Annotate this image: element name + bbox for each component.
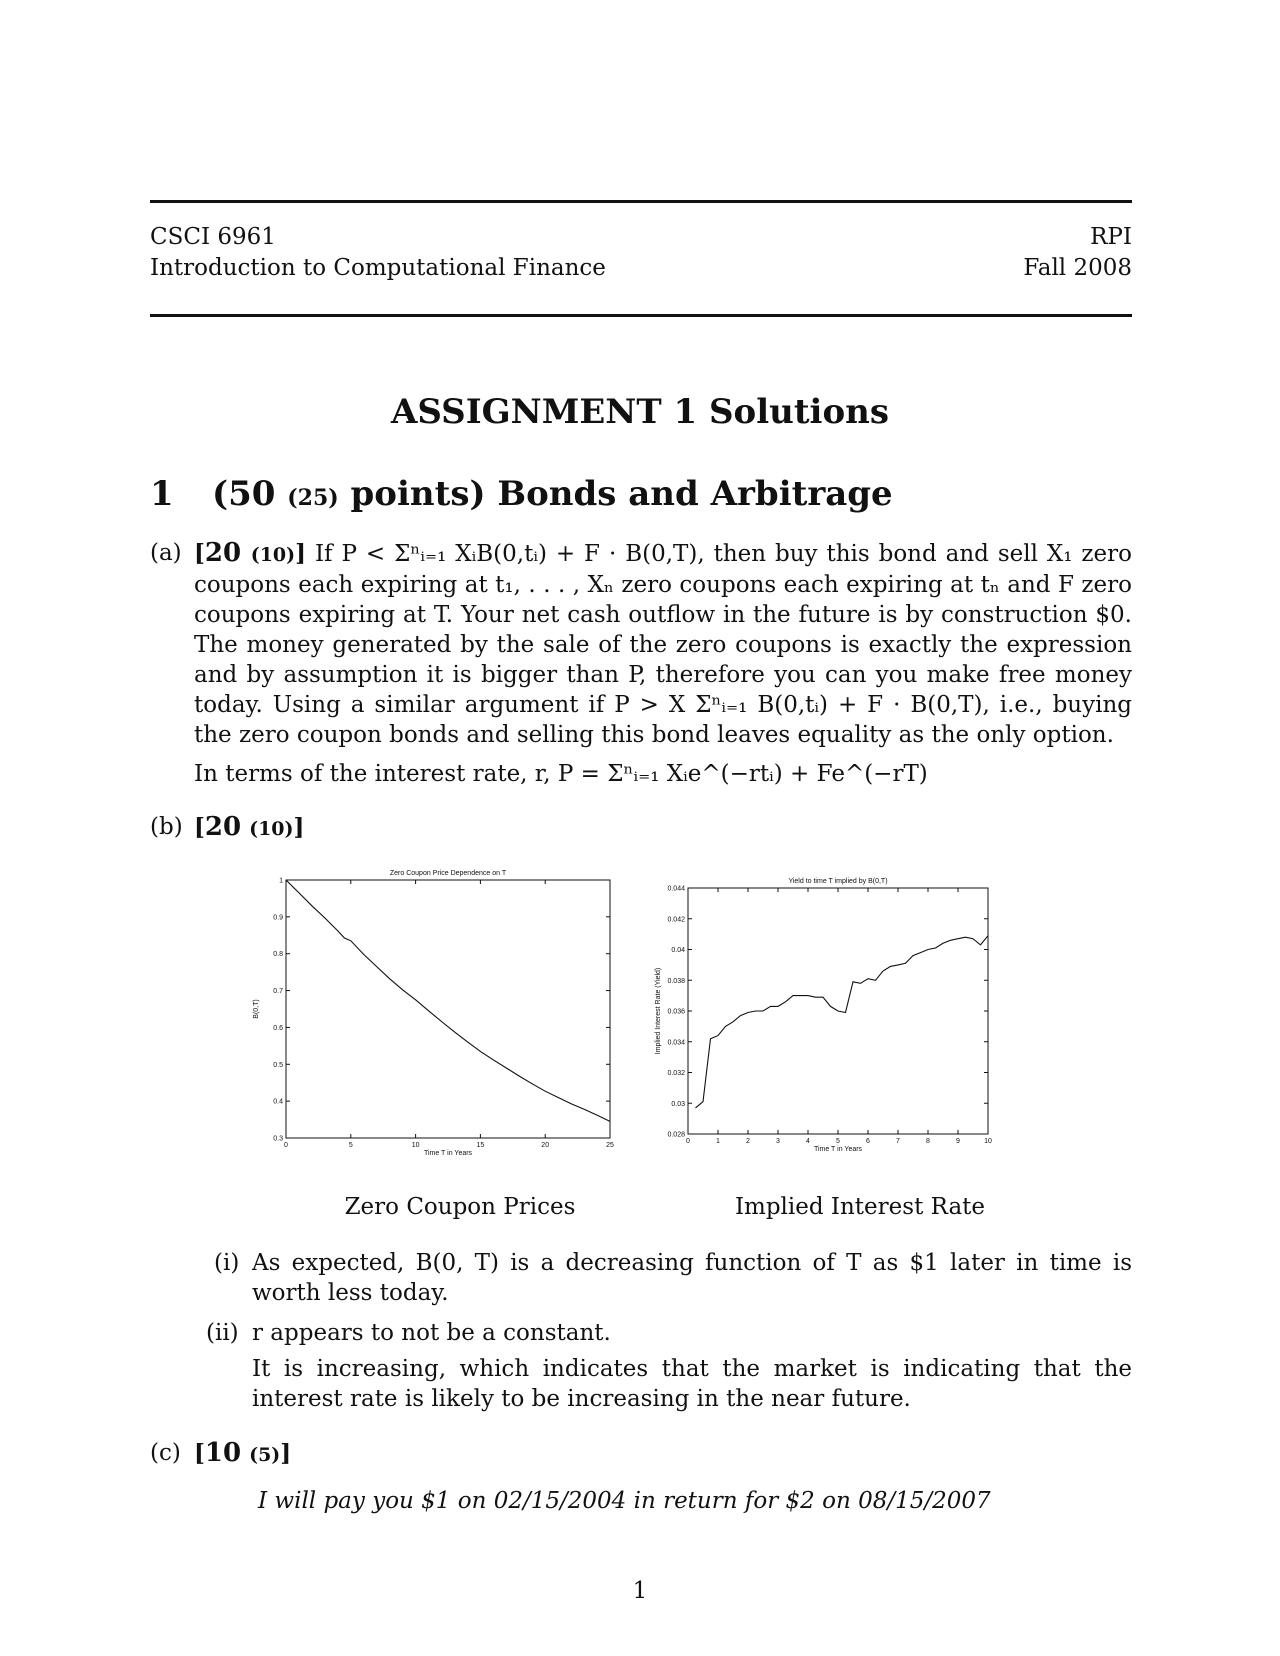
page-title: ASSIGNMENT 1 Solutions [390,392,890,432]
zcp-chart-x-tick-label: 20 [541,1142,550,1149]
yield-chart-y-tick-label: 0.04 [671,947,685,954]
part-b-points: [20 (10)] [194,812,305,842]
zcp-chart-ylabel: B(0,T) [253,999,260,1019]
course-title: Introduction to Computational Finance [150,255,606,281]
page-number: 1 [632,1578,648,1604]
yield-chart-ylabel: Implied Interest Rate (Yield) [655,967,662,1055]
yield-chart-x-tick-label: 9 [956,1138,960,1145]
zcp-chart-y-tick-label: 0.6 [273,1024,283,1032]
part-a-body [194,538,1132,750]
zcp-chart-y-tick-label: 0.3 [273,1135,283,1143]
term: Fall 2008 [1023,255,1132,281]
zcp-chart-title: Zero Coupon Price Dependence on T [389,870,507,877]
yield-chart-y-tick-label: 0.028 [667,1131,685,1139]
yield-chart-x-tick-label: 3 [776,1138,780,1145]
yield-chart-series-line [696,936,989,1108]
zcp-chart-x-tick-label: 0 [284,1142,288,1149]
item-ii-text2: It is increasing, which indicates that the market is indicating that the interest rate is likely to be increasing in the near future. [252,1356,1132,1412]
zcp-chart-y-tick-label: 0.9 [273,914,283,922]
yield-chart-y-tick-label: 0.034 [667,1039,685,1047]
yield-chart-y-tick-label: 0.032 [667,1070,685,1077]
course-number: CSCI 6961 [150,224,276,250]
header-top-rule [150,200,1132,203]
yield-chart-xlabel: Time T in Years [813,1146,863,1153]
part-a-text: If P < Σⁿᵢ₌₁ XᵢB(0,tᵢ) + F · B(0,T), then buy this bond and sell X₁ zero coupons each expiring at t₁, . . . , Xₙ zero coupons each expiring at tₙ and F zero coupons expiring at T. Your net cash outflow in the future is by construction $0. The money generated by the sale of the zero coupons is exactly the expression and by assumption it is bigger than P, therefore you can you make free money today. Using a similar argument if P > X Σⁿᵢ₌₁ B(0,tᵢ) + F · B(0,T), i.e., buying the zero coupon bonds and selling this bond leaves equality as the only option. [194,541,1132,748]
part-c-label: (c) [150,1440,181,1466]
zcp-chart-y-tick-label: 0.7 [273,988,283,996]
zcp-chart-series-line [286,880,610,1121]
part-a-label: (a) [150,540,182,566]
yield-chart-title: Yield to time T implied by B(0,T) [788,878,888,885]
yield-chart-y-tick-label: 0.03 [671,1100,685,1108]
zcp-chart-y-tick-label: 0.8 [273,951,283,959]
section-heading [150,474,893,514]
item-i-text: As expected, B(0, T) is a decreasing function of T as $1 later in time is worth less today. [252,1250,1132,1306]
implied-interest-rate-chart [655,872,1060,1182]
item-i-label: (i) [214,1250,240,1276]
yield-chart-x-tick-label: 10 [984,1138,992,1145]
yield-chart-x-tick-label: 5 [836,1138,840,1145]
zcp-chart-y-tick-label: 1 [279,877,283,885]
yield-chart-y-tick-label: 0.038 [667,977,685,985]
yield-chart-y-tick-label: 0.036 [667,1008,685,1016]
zcp-chart-x-tick-label: 10 [411,1142,420,1149]
zcp-chart-y-tick-label: 0.4 [273,1098,283,1106]
section-title: points) Bonds and Arbitrage [350,474,893,514]
section-points: (50 [212,474,276,514]
part-a-points: [20 (10)] [194,538,307,568]
yield-chart-x-tick-label: 2 [746,1138,750,1145]
part-c-quote: I will pay you $1 on 02/15/2004 in return for $2 on 08/15/2007 [258,1488,991,1514]
zcp-chart-x-tick-label: 5 [348,1142,353,1149]
yield-chart-x-tick-label: 0 [686,1138,690,1145]
yield-chart-y-tick-label: 0.042 [667,916,685,924]
zcp-chart-xlabel: Time T in Years [423,1150,473,1157]
zcp-chart-x-tick-label: 25 [606,1142,614,1149]
item-ii-text1: r appears to not be a constant. [252,1320,611,1346]
yield-chart-x-tick-label: 6 [866,1138,870,1145]
school-name: RPI [1090,224,1132,250]
zcp-chart-y-tick-label: 0.5 [273,1061,283,1069]
part-c-points: [10 (5)] [194,1438,292,1468]
header-bottom-rule [150,314,1132,317]
yield-chart-x-tick-label: 1 [716,1138,720,1145]
yield-chart-x-tick-label: 8 [926,1138,930,1145]
section-points-small: (25) [287,485,339,511]
section-number: 1 [150,474,174,514]
item-ii-label: (ii) [206,1320,239,1346]
yield-chart-y-tick-label: 0.044 [667,885,685,893]
zero-coupon-price-chart [253,870,652,1182]
yield-chart-x-tick-label: 4 [806,1138,810,1145]
yield-chart-x-tick-label: 7 [896,1138,900,1145]
right-chart-caption: Implied Interest Rate [734,1194,986,1220]
part-a-rate-formula: In terms of the interest rate, r, P = Σⁿᵢ₌₁ Xᵢe^(−rtᵢ) + Fe^(−rT) [194,761,928,787]
left-chart-caption: Zero Coupon Prices [344,1194,576,1220]
zcp-chart-x-tick-label: 15 [476,1142,485,1149]
part-b-label: (b) [150,814,183,840]
